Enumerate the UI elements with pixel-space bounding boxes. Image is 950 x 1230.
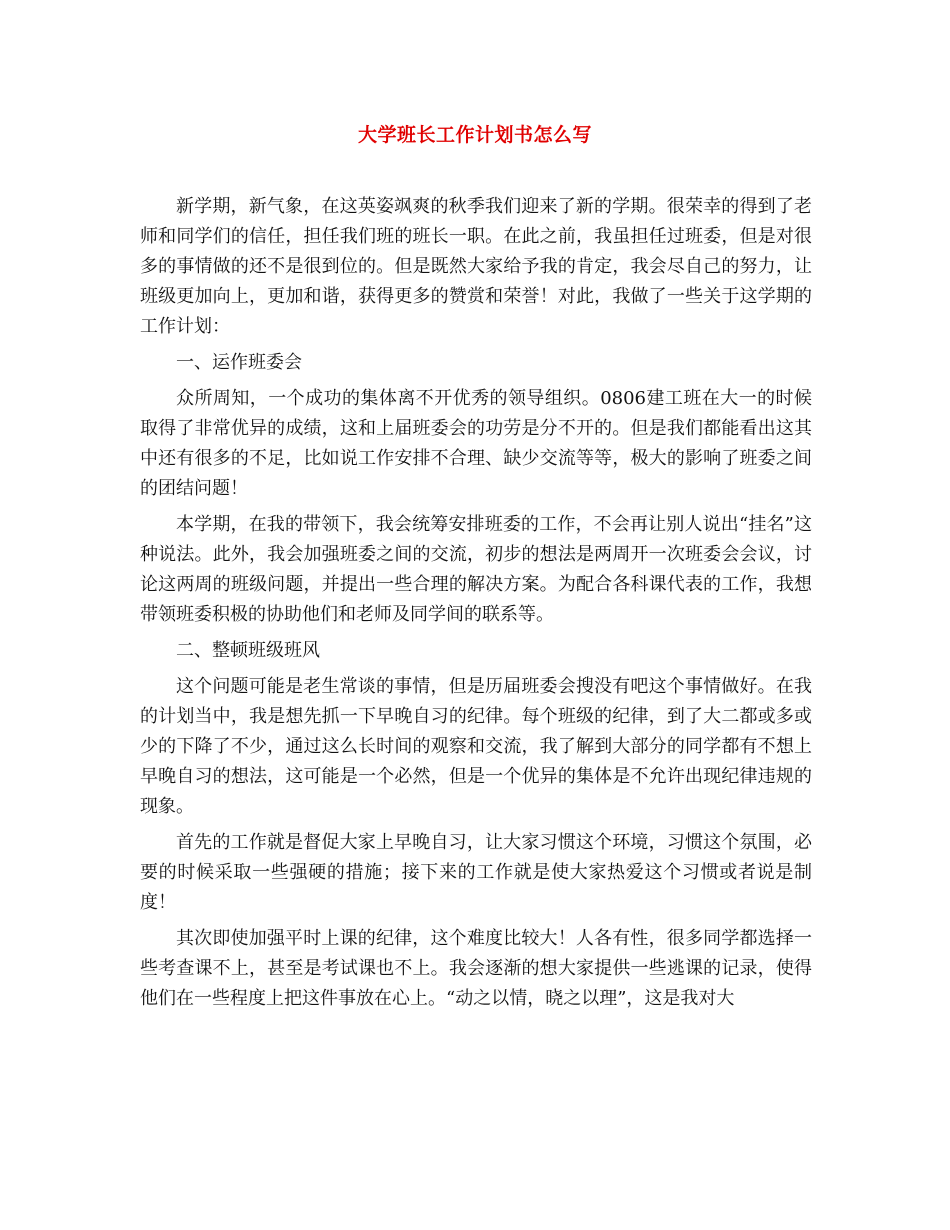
document-body [140, 192, 812, 1020]
paragraph-committee-background: 众所周知，一个成功的集体离不开优秀的领导组织。0806建工班在大一的时候取得了非常优异的成绩，这和上届班委会的功劳是分不开的。但是我们都能看出这其中还有很多的不足，比如说工作安排不合理、缺少交流等等，极大的影响了班委之间的团结问题！ [140, 388, 812, 499]
paragraph-committee-plan: 本学期，在我的带领下，我会统筹安排班委的工作，不会再让别人说出“挂名”这种说法。此外，我会加强班委之间的交流，初步的想法是两周开一次班委会会议，讨论这两周的班级问题，并提出一些合理的解决方案。为配合各科课代表的工作，我想带领班委积极的协助他们和老师及同学间的联系等。 [140, 514, 812, 625]
paragraph-discipline-issue: 这个问题可能是老生常谈的事情，但是历届班委会搜没有吧这个事情做好。在我的计划当中，我是想先抓一下早晚自习的纪律。每个班级的纪律，到了大二都或多或少的下降了不少，通过这么长时间的观察和交流，我了解到大部分的同学都有不想上早晚自习的想法，这可能是一个必然，但是一个优异的集体是不允许出现纪律违规的现象。 [140, 676, 812, 817]
section-heading-2: 二、整顿班级班风 [176, 640, 320, 661]
paragraph-intro: 新学期，新气象，在这英姿飒爽的秋季我们迎来了新的学期。很荣幸的得到了老师和同学们的信任，担任我们班的班长一职。在此之前，我虽担任过班委，但是对很多的事情做的还不是很到位的。但是既然大家给予我的肯定，我会尽自己的努力，让班级更加向上，更加和谐，获得更多的赞赏和荣誉！对此，我做了一些关于这学期的工作计划： [140, 196, 812, 337]
paragraph-class-discipline: 其次即使加强平时上课的纪律，这个难度比较大！人各有性，很多同学都选择一些考查课不上，甚至是考试课也不上。我会逐渐的想大家提供一些逃课的记录，使得他们在一些程度上把这件事放在心上。“动之以情，晓之以理”，这是我对大 [140, 928, 812, 1009]
document-title: 大学班长工作计划书怎么写 [357, 124, 592, 146]
section-heading-1: 一、运作班委会 [176, 352, 302, 373]
paragraph-self-study: 首先的工作就是督促大家上早晚自习，让大家习惯这个环境，习惯这个氛围，必要的时候采取一些强硬的措施；接下来的工作就是使大家热爱这个习惯或者说是制度！ [140, 832, 812, 913]
